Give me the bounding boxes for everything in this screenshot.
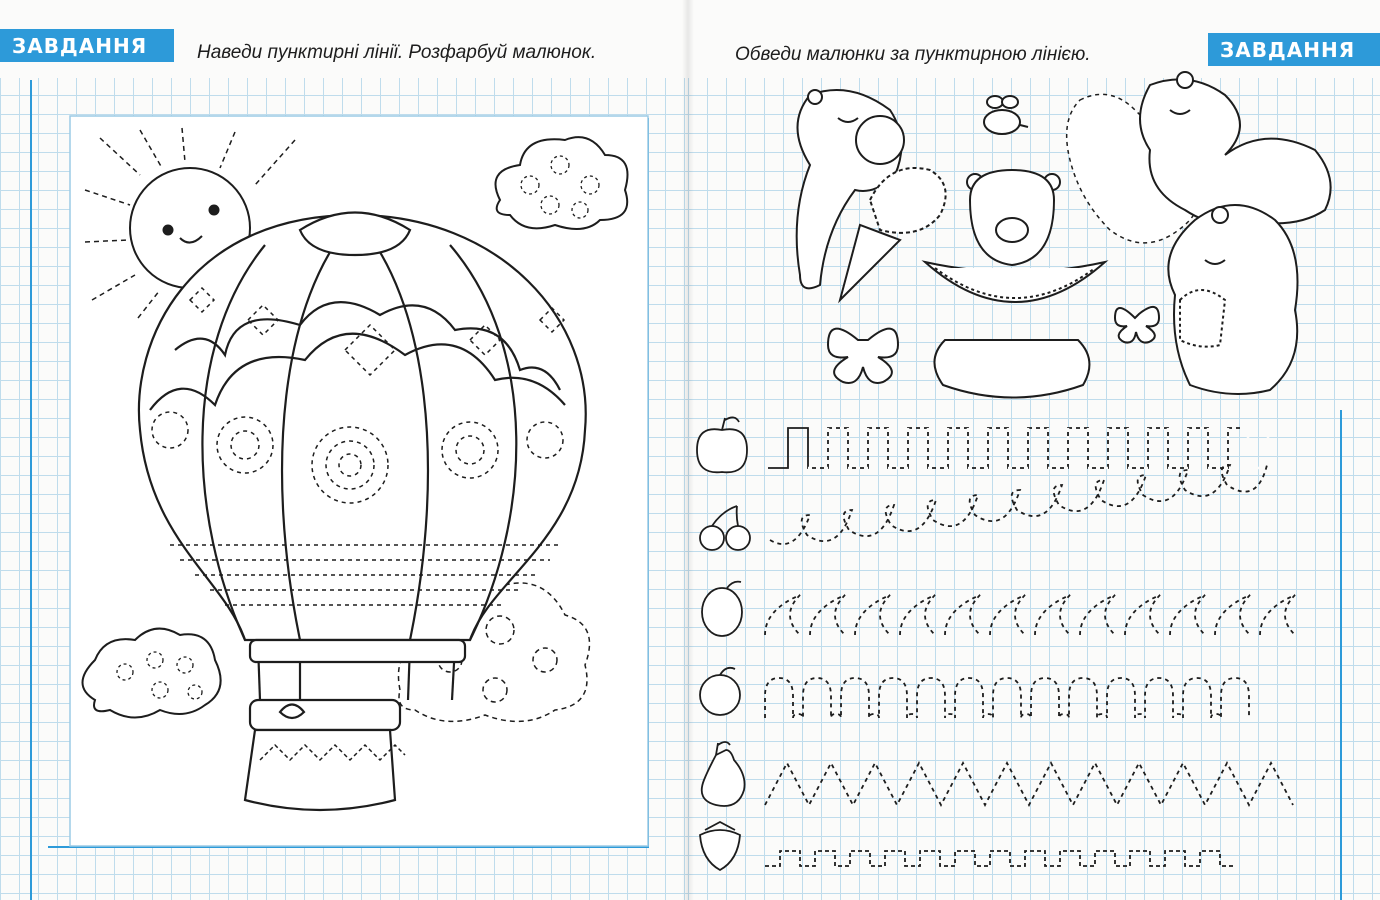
- instruction-left: Наведи пунктирні лінії. Розфарбуй малюнок.: [197, 42, 597, 63]
- task-badge-left: ЗАВДАННЯ: [0, 29, 174, 62]
- apple-icon: [697, 417, 747, 472]
- task-badge-right: ЗАВДАННЯ: [1208, 33, 1380, 66]
- strawberry-icon: [700, 822, 740, 870]
- tracing-row-zigzag: [765, 763, 1293, 805]
- instruction-right: Обведи малюнки за пунктирною лінією.: [735, 44, 1091, 65]
- orange-icon: [700, 668, 740, 715]
- tracing-row-loops: [770, 465, 1267, 544]
- tracing-row-small-steps: [765, 851, 1235, 866]
- cherries-icon: [700, 506, 750, 550]
- lemon-icon: [702, 582, 742, 636]
- tracing-row-round-waves: [765, 678, 1249, 718]
- pear-icon: [702, 742, 745, 806]
- tracing-row-crescents: [765, 595, 1295, 635]
